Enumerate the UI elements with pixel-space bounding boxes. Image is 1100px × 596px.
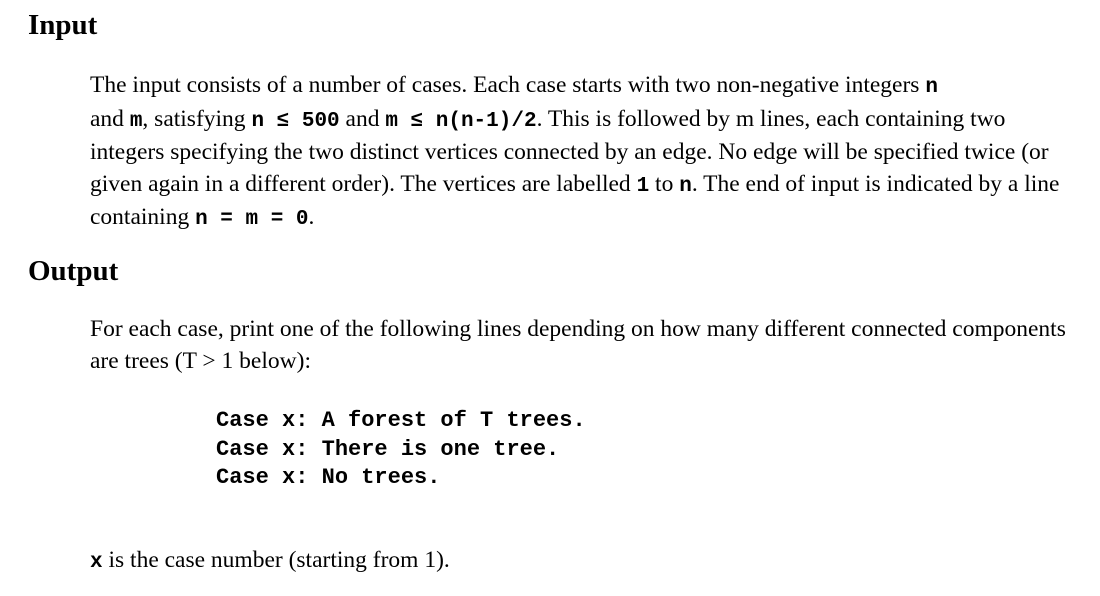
output-format-block [216, 407, 586, 493]
output-description: For each case, print one of the following lines depending on how many different connected components are trees (T > 1 below): [90, 316, 1066, 374]
input-text-5: . This is followed by m lines, each containing two integers specifying the two distinct vertices connected by an edge. No edge will be specified twice (or given again in a different order). The vertices are labelled [90, 105, 1049, 197]
input-text-8: . [308, 204, 315, 230]
label-end: n [679, 174, 692, 198]
input-text-6: to [649, 170, 680, 197]
input-text-2: and [90, 105, 130, 132]
note-text: is the case number (starting from 1). [102, 547, 450, 573]
input-text-4: and [339, 105, 386, 132]
label-start: 1 [636, 174, 650, 198]
end-condition: n = m = 0 [195, 208, 309, 231]
output-heading: Output [28, 255, 119, 287]
input-text-1: The input consists of a number of cases. Each case starts with two non-negative integers [90, 72, 926, 98]
var-m: m [129, 109, 143, 133]
input-description [90, 70, 1080, 236]
input-text-3: , satisfying [142, 105, 252, 132]
output-line-forest: Case x: A forest of T trees. [216, 408, 586, 433]
output-line-no-trees: Case x: No trees. [216, 465, 441, 490]
var-n: n [925, 76, 938, 99]
constraint-n: n ≤ 500 [251, 109, 340, 133]
constraint-m: m ≤ n(n-1)/2 [385, 109, 537, 133]
case-number-note [90, 545, 1080, 579]
output-line-one-tree: Case x: There is one tree. [216, 436, 560, 462]
input-text-7: . The end of input is indicated by a line containing [90, 170, 1060, 230]
var-x: x [90, 551, 103, 574]
input-heading: Input [28, 9, 98, 41]
